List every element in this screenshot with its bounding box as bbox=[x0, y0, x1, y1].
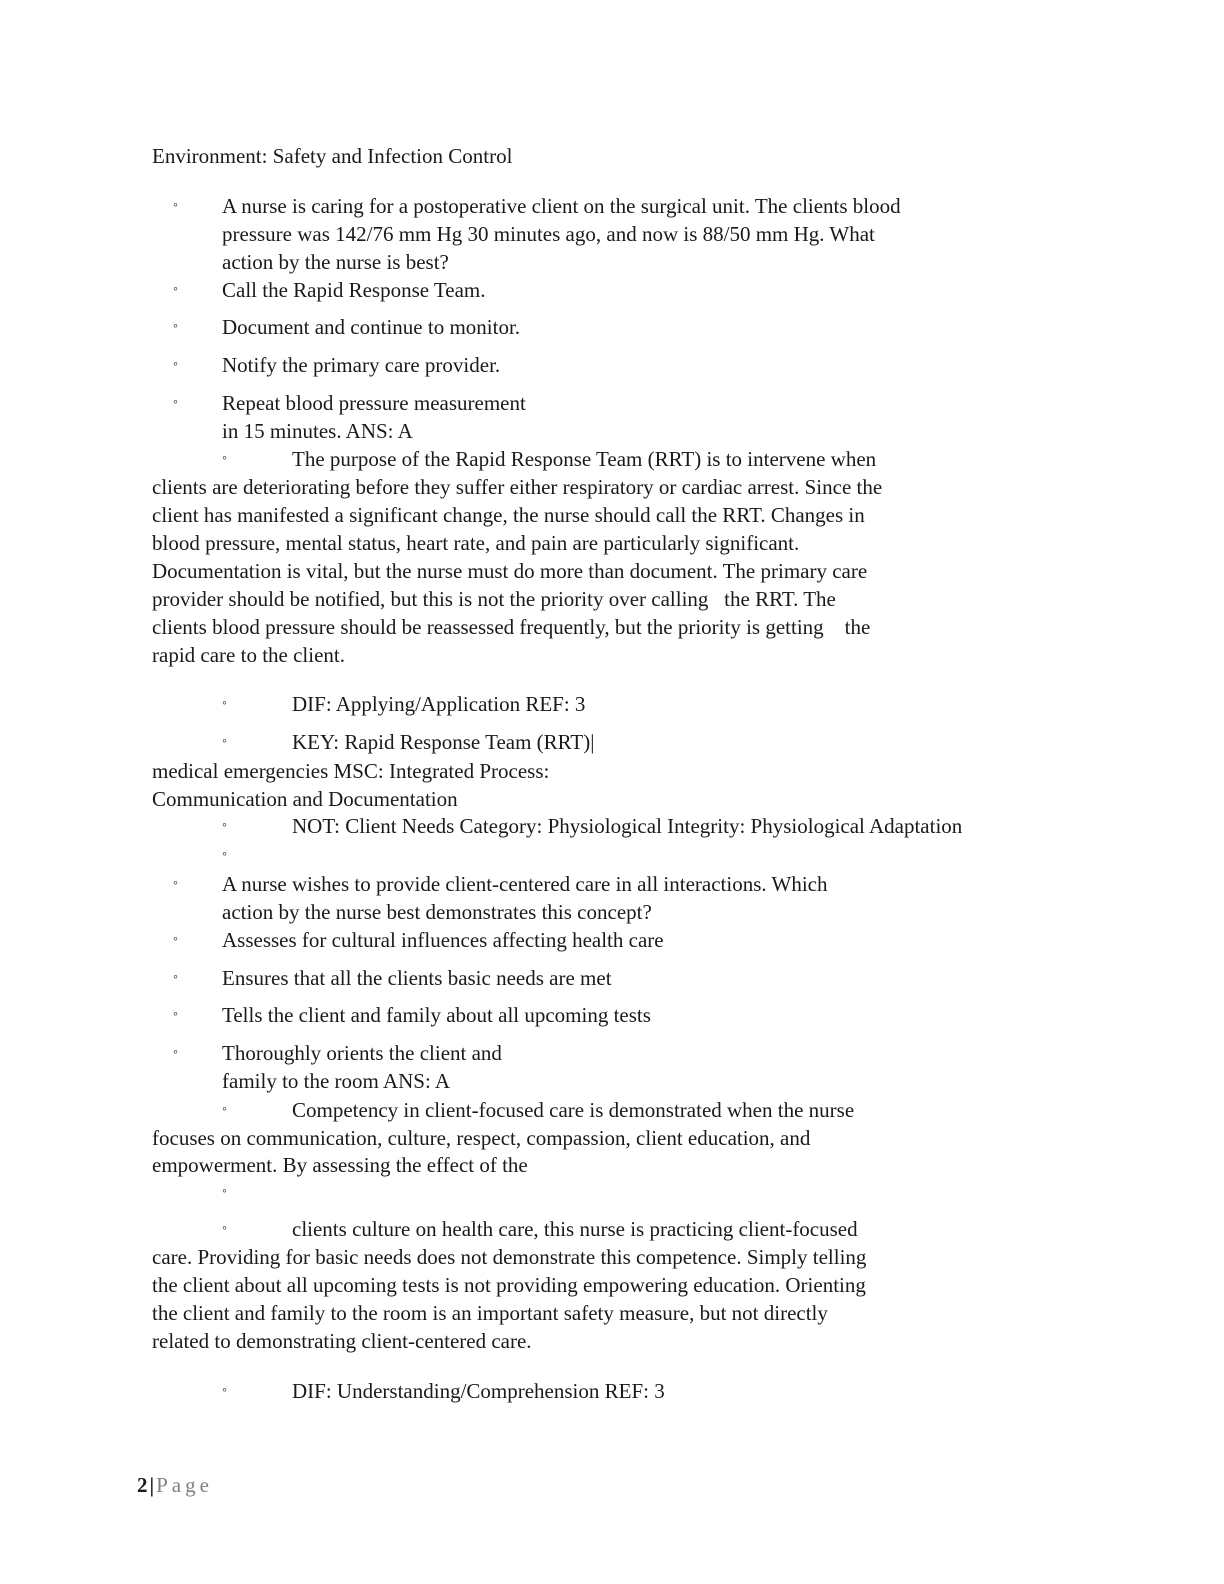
q2-rationale-line: care. Providing for basic needs does not demonstrate this competence. Simply telling bbox=[152, 1245, 867, 1269]
q1-option-b: Document and continue to monitor. bbox=[222, 315, 521, 339]
q1-rationale-line: provider should be notified, but this is not the priority over calling the RRT. The bbox=[152, 587, 836, 611]
bullet-marker: ◦ bbox=[173, 319, 178, 334]
bullet-marker: ◦ bbox=[222, 451, 227, 466]
q1-option-c: Notify the primary care provider. bbox=[222, 353, 501, 377]
q2-option-d-continuation: family to the room ANS: A bbox=[222, 1069, 451, 1093]
q1-rationale-line: Documentation is vital, but the nurse must do more than document. The primary care bbox=[152, 559, 868, 583]
bullet-marker: ◦ bbox=[173, 932, 178, 947]
q1-rationale-line: clients blood pressure should be reassessed frequently, but the priority is getting the bbox=[152, 615, 871, 639]
q2-rationale-line: the client about all upcoming tests is not providing empowering education. Orienting bbox=[152, 1273, 866, 1297]
q1-rationale-line: clients are deteriorating before they suffer either respiratory or cardiac arrest. Since the bbox=[152, 475, 883, 499]
footer-separator: | bbox=[149, 1473, 155, 1497]
page-label: Page bbox=[156, 1473, 213, 1497]
q2-rationale-line: clients culture on health care, this nurse is practicing client-focused bbox=[292, 1217, 858, 1241]
q1-not: NOT: Client Needs Category: Physiological Integrity: Physiological Adaptation bbox=[292, 814, 963, 838]
bullet-marker: ◦ bbox=[222, 696, 227, 711]
q1-difficulty: DIF: Applying/Application REF: 3 bbox=[292, 692, 586, 716]
q1-msc-line: medical emergencies MSC: Integrated Process: bbox=[152, 759, 550, 783]
page-number: 2 bbox=[137, 1473, 148, 1497]
q2-option-c: Tells the client and family about all upcoming tests bbox=[222, 1003, 651, 1027]
q1-stem-line: pressure was 142/76 mm Hg 30 minutes ago, and now is 88/50 mm Hg. What bbox=[222, 222, 875, 246]
bullet-marker: ◦ bbox=[222, 818, 227, 833]
bullet-marker: ◦ bbox=[173, 357, 178, 372]
q2-rationale-line: focuses on communication, culture, respect, compassion, client education, and bbox=[152, 1126, 811, 1150]
q1-option-d: Repeat blood pressure measurement bbox=[222, 391, 526, 415]
q2-rationale-line: empowerment. By assessing the effect of the bbox=[152, 1153, 528, 1177]
bullet-marker: ◦ bbox=[173, 1045, 178, 1060]
bullet-marker: ◦ bbox=[173, 395, 178, 410]
q1-key: KEY: Rapid Response Team (RRT)| bbox=[292, 730, 595, 754]
bullet-marker: ◦ bbox=[222, 1221, 227, 1236]
q1-rationale-line: The purpose of the Rapid Response Team (RRT) is to intervene when bbox=[292, 447, 877, 471]
q1-option-d-continuation: in 15 minutes. ANS: A bbox=[222, 419, 413, 443]
q1-option-a: Call the Rapid Response Team. bbox=[222, 278, 486, 302]
q2-stem-line: action by the nurse best demonstrates this concept? bbox=[222, 900, 652, 924]
bullet-marker: ◦ bbox=[173, 198, 178, 213]
bullet-marker: ◦ bbox=[222, 1184, 227, 1199]
q2-rationale-line: the client and family to the room is an important safety measure, but not directly bbox=[152, 1301, 828, 1325]
bullet-marker: ◦ bbox=[173, 1007, 178, 1022]
q1-rationale-line: client has manifested a significant change, the nurse should call the RRT. Changes in bbox=[152, 503, 865, 527]
q2-difficulty: DIF: Understanding/Comprehension REF: 3 bbox=[292, 1379, 665, 1403]
bullet-marker: ◦ bbox=[173, 876, 178, 891]
bullet-marker: ◦ bbox=[173, 282, 178, 297]
q2-stem-line: A nurse wishes to provide client-centered care in all interactions. Which bbox=[222, 872, 828, 896]
q2-option-a: Assesses for cultural influences affecting health care bbox=[222, 928, 664, 952]
bullet-marker: ◦ bbox=[222, 1102, 227, 1117]
q1-rationale-line: rapid care to the client. bbox=[152, 643, 345, 667]
bullet-marker: ◦ bbox=[222, 847, 227, 862]
q1-msc-line: Communication and Documentation bbox=[152, 787, 458, 811]
bullet-marker: ◦ bbox=[222, 734, 227, 749]
section-heading: Environment: Safety and Infection Control bbox=[152, 144, 513, 168]
q2-rationale-line: related to demonstrating client-centered care. bbox=[152, 1329, 532, 1353]
q2-rationale-line: Competency in client-focused care is demonstrated when the nurse bbox=[292, 1098, 855, 1122]
q2-option-d: Thoroughly orients the client and bbox=[222, 1041, 502, 1065]
bullet-marker: ◦ bbox=[222, 1383, 227, 1398]
q1-stem-line: action by the nurse is best? bbox=[222, 250, 449, 274]
q2-option-b: Ensures that all the clients basic needs are met bbox=[222, 966, 612, 990]
page-footer bbox=[137, 1471, 213, 1499]
q1-rationale-line: blood pressure, mental status, heart rate, and pain are particularly significant. bbox=[152, 531, 800, 555]
bullet-marker: ◦ bbox=[173, 970, 178, 985]
q1-stem-line: A nurse is caring for a postoperative client on the surgical unit. The clients blood bbox=[222, 194, 901, 218]
